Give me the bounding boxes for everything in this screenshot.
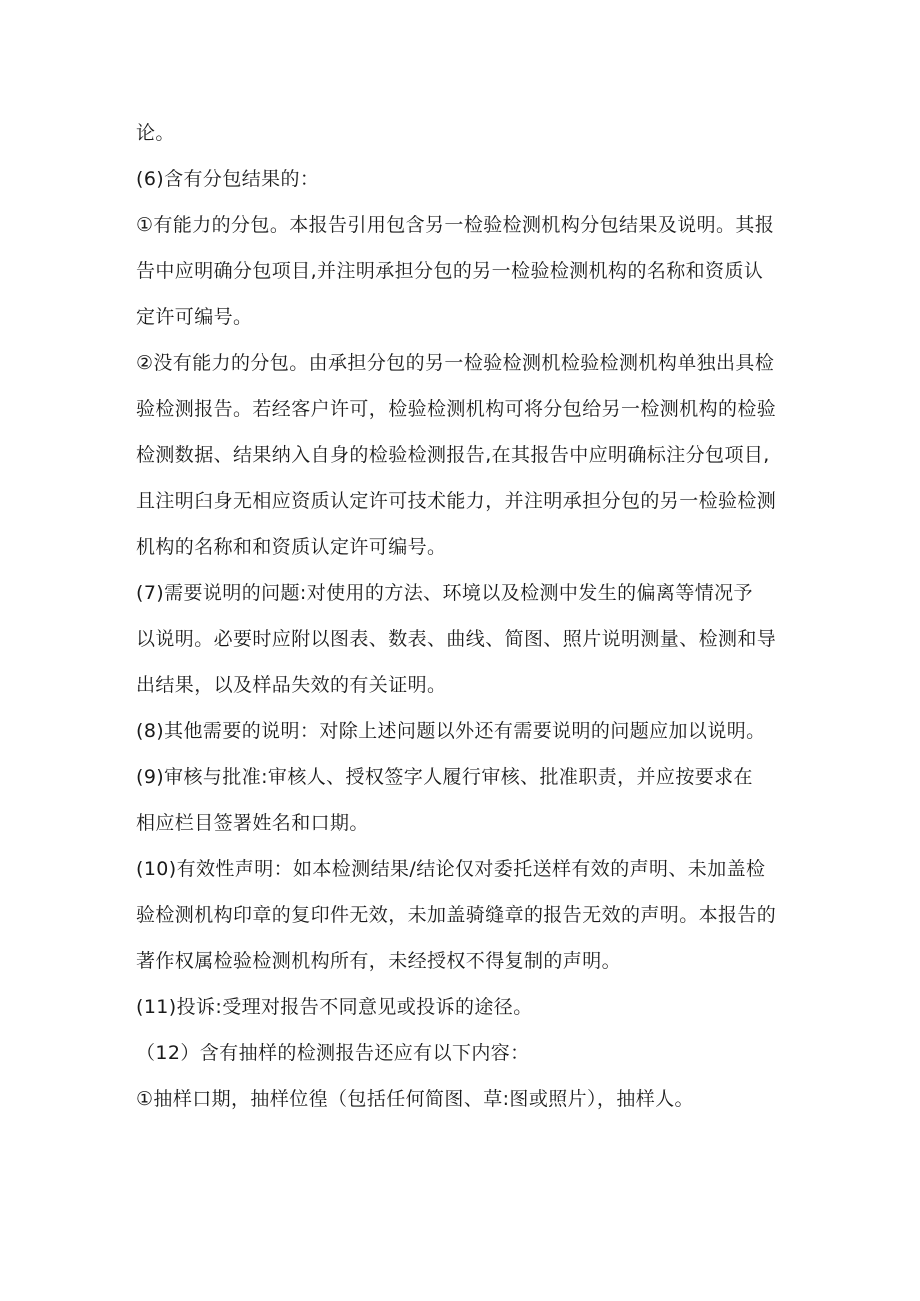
text-line: 且注明臼身无相应资质认定许可技术能力，并注明承担分包的另一检验检测: [136, 490, 777, 512]
text-line: 以说明。必要时应附以图表、数表、曲线、简图、照片说明测量、检测和导: [136, 628, 777, 650]
text-line: ①有能力的分包。本报告引用包含另一检验检测机构分包结果及说明。其报: [136, 214, 775, 236]
section-item-11: (11)投诉:受理对报告不同意见或投诉的途径。: [136, 996, 533, 1018]
section-item-10: (10)有效性声明：如本检测结果/结论仅对委托送样有效的声明、未加盖检: [136, 858, 766, 880]
text-line: 论。: [136, 122, 175, 144]
text-line: ①抽样口期，抽样位徨（包括任何简图、草:图或照片），抽样人。: [136, 1088, 694, 1110]
section-item-7: (7)需要说明的问题:对使用的方法、环境以及检测中发生的偏离等情况予: [136, 582, 753, 604]
section-item-9: (9)审核与批准:审核人、授权签字人履行审核、批准职责，并应按要求在: [136, 766, 753, 788]
text-line: 定许可编号。: [136, 306, 253, 328]
document-body: [136, 110, 796, 1122]
section-item-12: （12）含有抽样的检测报告还应有以下内容：: [136, 1042, 530, 1064]
text-line: 告中应明确分包项目,并注明承担分包的另一检验检测机构的名称和资质认: [136, 260, 764, 282]
text-line: 相应栏目签署姓名和口期。: [136, 812, 369, 834]
text-line: 验检测机构印章的复印件无效，未加盖骑缝章的报告无效的声明。本报告的: [136, 904, 777, 926]
section-item-8: (8)其他需要的说明：对除上述问题以外还有需要说明的问题应加以说明。: [136, 720, 766, 742]
text-line: 检测数据、结果纳入自身的检验检测报告,在其报告中应明确标注分包项目,: [136, 444, 770, 466]
text-line: ②没有能力的分包。由承担分包的另一检验检测机检验检测机构单独出具检: [136, 352, 775, 374]
section-heading-6: (6)含有分包结果的：: [136, 168, 320, 190]
text-line: 机构的名称和和资质认定许可编号。: [136, 536, 447, 558]
text-line: 验检测报告。若经客户许可，检验检测机构可将分包给另一检测机构的检验: [136, 398, 777, 420]
text-line: 著作权属检验检测机构所有，未经授权不得复制的声明。: [136, 950, 622, 972]
text-line: 出结果，以及样品失效的有关证明。: [136, 674, 447, 696]
